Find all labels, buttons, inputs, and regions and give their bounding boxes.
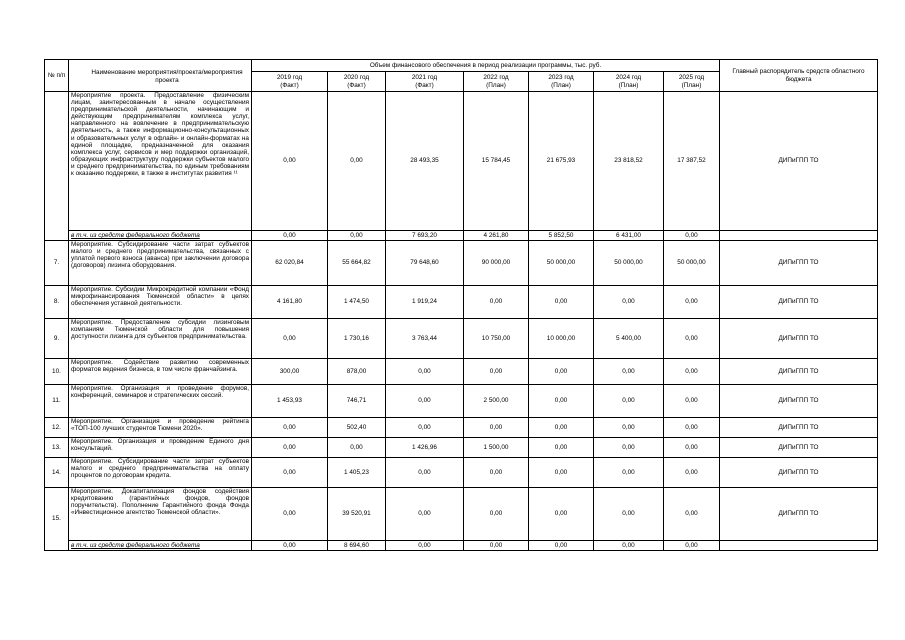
row-value: 0,00 <box>594 458 664 488</box>
row-value: 1 500,00 <box>464 438 529 458</box>
row-responsible: ДИПиГПП ТО <box>720 488 878 541</box>
header-year-kind: (План) <box>681 81 702 89</box>
header-year-label: 2019 год <box>276 74 303 82</box>
row-value: 0,00 <box>594 385 664 418</box>
header-year <box>529 72 594 92</box>
header-year-kind: (План) <box>618 81 639 89</box>
row-value: 0,00 <box>386 458 464 488</box>
row-value: 0,00 <box>386 488 464 541</box>
row-responsible: ДИПиГПП ТО <box>720 286 878 319</box>
table-row <box>45 458 878 488</box>
header-year-label: 2022 год <box>483 74 509 82</box>
row-name: Мероприятие. Содействие развитию современных форматов ведения бизнеса, в том числе франчайзинга. <box>69 359 252 385</box>
row-value: 0,00 <box>664 438 720 458</box>
row-value: 55 664,82 <box>328 241 386 286</box>
subrow-responsible-empty <box>720 541 878 551</box>
row-value: 746,71 <box>328 385 386 418</box>
row-name: Мероприятие. Организация и проведение рейтинга «ТОП-100 лучших студентов Тюмени 2020». <box>69 418 252 438</box>
header-name: Наименование мероприятия/проекта/мероприятия проекта <box>69 60 252 92</box>
row-value: 0,00 <box>529 359 594 385</box>
table-row <box>45 319 878 359</box>
row-responsible: ДИПиГПП ТО <box>720 458 878 488</box>
row-responsible: ДИПиГПП ТО <box>720 241 878 286</box>
row-value: 0,00 <box>464 286 529 319</box>
program-finance-table <box>44 59 878 551</box>
subrow-label <box>69 541 252 551</box>
row-value: 21 675,93 <box>529 92 594 231</box>
table-subrow-federal <box>45 541 878 551</box>
row-value: 50 000,00 <box>594 241 664 286</box>
row-value: 4 161,80 <box>252 286 328 319</box>
row-value: 0,00 <box>464 418 529 438</box>
row-value: 0,00 <box>464 488 529 541</box>
row-value: 0,00 <box>386 418 464 438</box>
table-header <box>45 60 878 92</box>
row-value: 0,00 <box>664 458 720 488</box>
row-value: 1 919,24 <box>386 286 464 319</box>
table-row <box>45 241 878 286</box>
table-subrow-federal <box>45 231 878 241</box>
row-number: 9. <box>45 319 69 359</box>
header-year <box>664 72 720 92</box>
row-responsible: ДИПиГПП ТО <box>720 438 878 458</box>
row-number: 10. <box>45 359 69 385</box>
row-value: 0,00 <box>529 385 594 418</box>
row-value: 0,00 <box>328 438 386 458</box>
row-number: 12. <box>45 418 69 438</box>
header-year-label: 2021 год <box>411 74 438 82</box>
subrow-value: 6 431,00 <box>594 231 664 241</box>
row-name: Мероприятие. Субсидирование части затрат субъектов малого и среднего предпринимательства на оплату процентов по договорам кредита. <box>69 458 252 488</box>
row-responsible: ДИПиГПП ТО <box>720 92 878 231</box>
row-value: 0,00 <box>252 438 328 458</box>
row-value: 0,00 <box>529 438 594 458</box>
subrow-value: 0,00 <box>252 541 328 551</box>
table-row <box>45 359 878 385</box>
header-year-kind: (Факт) <box>280 81 299 89</box>
row-value: 502,40 <box>328 418 386 438</box>
row-value: 0,00 <box>386 385 464 418</box>
row-number: 8. <box>45 286 69 319</box>
table-body <box>45 92 878 551</box>
row-value: 28 493,35 <box>386 92 464 231</box>
row-value: 0,00 <box>529 488 594 541</box>
row-name: Мероприятие проекта. Предоставление физическим лицам, заинтересованным в начале осуществления предпринимательской деятельности, начинающим и действующим предпринимателям комплекса услуг, направленного на вовлечение в предпринимательскую деятельность, а также информационно-консультационных и образовательных услуг в офлайн- и онлайн-форматах на единой площадке, предназначенной для оказания комплекса услуг, сервисов и мер поддержки организаций, образующих инфраструктуру поддержки субъектов малого и среднего предпринимательства, по единым требованиям к оказанию поддержки, в также в институтах развития ¹¹ <box>69 92 252 231</box>
row-value: 0,00 <box>328 92 386 231</box>
row-value: 0,00 <box>252 418 328 438</box>
row-value: 1 405,23 <box>328 458 386 488</box>
row-value: 0,00 <box>529 458 594 488</box>
row-value: 90 000,00 <box>464 241 529 286</box>
header-year-kind: (План) <box>551 81 571 89</box>
row-value: 300,00 <box>252 359 328 385</box>
row-value: 0,00 <box>252 319 328 359</box>
finance-table-page <box>44 59 877 551</box>
table-row <box>45 418 878 438</box>
header-finance: Объем финансового обеспечения в период реализации программы, тыс. руб. <box>252 60 720 72</box>
subrow-value: 0,00 <box>664 541 720 551</box>
header-year-kind: (План) <box>486 81 506 89</box>
row-value: 17 387,52 <box>664 92 720 231</box>
row-name: Мероприятие. Докапитализация фондов содействия кредитованию (гарантийных фондов, фондов поручительств). Пополнение Гарантийного фонда Фонда «Инвестиционное агентство Тюменской области». <box>69 488 252 541</box>
row-value: 0,00 <box>529 286 594 319</box>
subrow-value: 0,00 <box>328 231 386 241</box>
subrow-value: 0,00 <box>664 231 720 241</box>
subrow-label-text: в т.ч. из средств федерального бюджета <box>71 231 200 239</box>
row-name: Мероприятие. Организация и проведение Единого дня консультаций. <box>69 438 252 458</box>
row-number <box>45 92 69 241</box>
header-year-kind: (Факт) <box>415 81 434 89</box>
header-number: № п/п <box>45 60 69 92</box>
row-value: 15 784,45 <box>464 92 529 231</box>
row-name: Мероприятие. Предоставление субсидии лизинговым компаниям Тюменской области для повышения доступности лизинга для субъектов предпринимательства. <box>69 319 252 359</box>
header-year <box>252 72 328 92</box>
header-responsible: Главный распорядитель средств областного бюджета <box>720 60 878 92</box>
row-value: 0,00 <box>594 359 664 385</box>
row-responsible: ДИПиГПП ТО <box>720 359 878 385</box>
subrow-value: 8 694,60 <box>328 541 386 551</box>
subrow-value: 0,00 <box>386 541 464 551</box>
subrow-value: 0,00 <box>529 541 594 551</box>
row-value: 0,00 <box>386 359 464 385</box>
header-year <box>328 72 386 92</box>
row-name: Мероприятие. Субсидирование части затрат субъектов малого и среднего предпринимательства, связанных с уплатой первого взноса (аванса) при заключении договора (договоров) лизинга оборудования. <box>69 241 252 286</box>
row-name: Мероприятие. Субсидии Микрокредитной компании «Фонд микрофинансирования Тюменской области» в целях обеспечения уставной деятельности. <box>69 286 252 319</box>
row-value: 0,00 <box>252 92 328 231</box>
header-year-label: 2025 год <box>678 74 705 82</box>
header-year <box>594 72 664 92</box>
row-value: 0,00 <box>252 458 328 488</box>
row-value: 50 000,00 <box>664 241 720 286</box>
row-value: 0,00 <box>594 488 664 541</box>
header-year <box>464 72 529 92</box>
subrow-value: 5 852,50 <box>529 231 594 241</box>
row-value: 1 453,93 <box>252 385 328 418</box>
row-value: 1 474,50 <box>328 286 386 319</box>
row-value: 5 400,00 <box>594 319 664 359</box>
subrow-value: 7 693,20 <box>386 231 464 241</box>
row-value: 0,00 <box>529 418 594 438</box>
table-row <box>45 286 878 319</box>
header-year <box>386 72 464 92</box>
row-value: 2 500,00 <box>464 385 529 418</box>
row-value: 0,00 <box>594 286 664 319</box>
row-value: 10 750,00 <box>464 319 529 359</box>
row-responsible: ДИПиГПП ТО <box>720 319 878 359</box>
header-year-label: 2023 год <box>548 74 574 82</box>
row-value: 0,00 <box>664 319 720 359</box>
header-year-label: 2024 год <box>615 74 642 82</box>
row-responsible: ДИПиГПП ТО <box>720 418 878 438</box>
row-value: 39 520,91 <box>328 488 386 541</box>
row-value: 1 730,16 <box>328 319 386 359</box>
row-number: 13. <box>45 438 69 458</box>
table-row <box>45 488 878 541</box>
row-value: 3 763,44 <box>386 319 464 359</box>
header-year-label: 2020 год <box>343 74 370 82</box>
row-value: 10 000,00 <box>529 319 594 359</box>
row-value: 0,00 <box>464 359 529 385</box>
row-value: 878,00 <box>328 359 386 385</box>
header-year-kind: (Факт) <box>347 81 366 89</box>
row-number: 11. <box>45 385 69 418</box>
row-value: 0,00 <box>464 458 529 488</box>
subrow-responsible-empty <box>720 231 878 241</box>
subrow-label <box>69 231 252 241</box>
row-value: 0,00 <box>594 418 664 438</box>
row-responsible: ДИПиГПП ТО <box>720 385 878 418</box>
row-value: 79 648,60 <box>386 241 464 286</box>
row-number: 14. <box>45 458 69 488</box>
subrow-value: 0,00 <box>464 541 529 551</box>
row-value: 0,00 <box>664 385 720 418</box>
row-value: 0,00 <box>664 286 720 319</box>
row-value: 62 020,84 <box>252 241 328 286</box>
row-value: 0,00 <box>664 488 720 541</box>
row-value: 0,00 <box>252 488 328 541</box>
subrow-label-text: в т.ч. из средств федерального бюджета <box>71 541 200 549</box>
row-value: 1 426,96 <box>386 438 464 458</box>
row-value: 0,00 <box>664 418 720 438</box>
table-row <box>45 92 878 231</box>
row-number: 7. <box>45 241 69 286</box>
subrow-value: 0,00 <box>252 231 328 241</box>
row-value: 0,00 <box>594 438 664 458</box>
row-name: Мероприятие. Организация и проведение форумов, конференций, семинаров и стратегических сессий. <box>69 385 252 418</box>
row-value: 0,00 <box>664 359 720 385</box>
table-row <box>45 438 878 458</box>
subrow-value: 4 261,80 <box>464 231 529 241</box>
row-value: 23 818,52 <box>594 92 664 231</box>
row-value: 50 000,00 <box>529 241 594 286</box>
table-row <box>45 385 878 418</box>
row-number: 15. <box>45 488 69 551</box>
subrow-value: 0,00 <box>594 541 664 551</box>
